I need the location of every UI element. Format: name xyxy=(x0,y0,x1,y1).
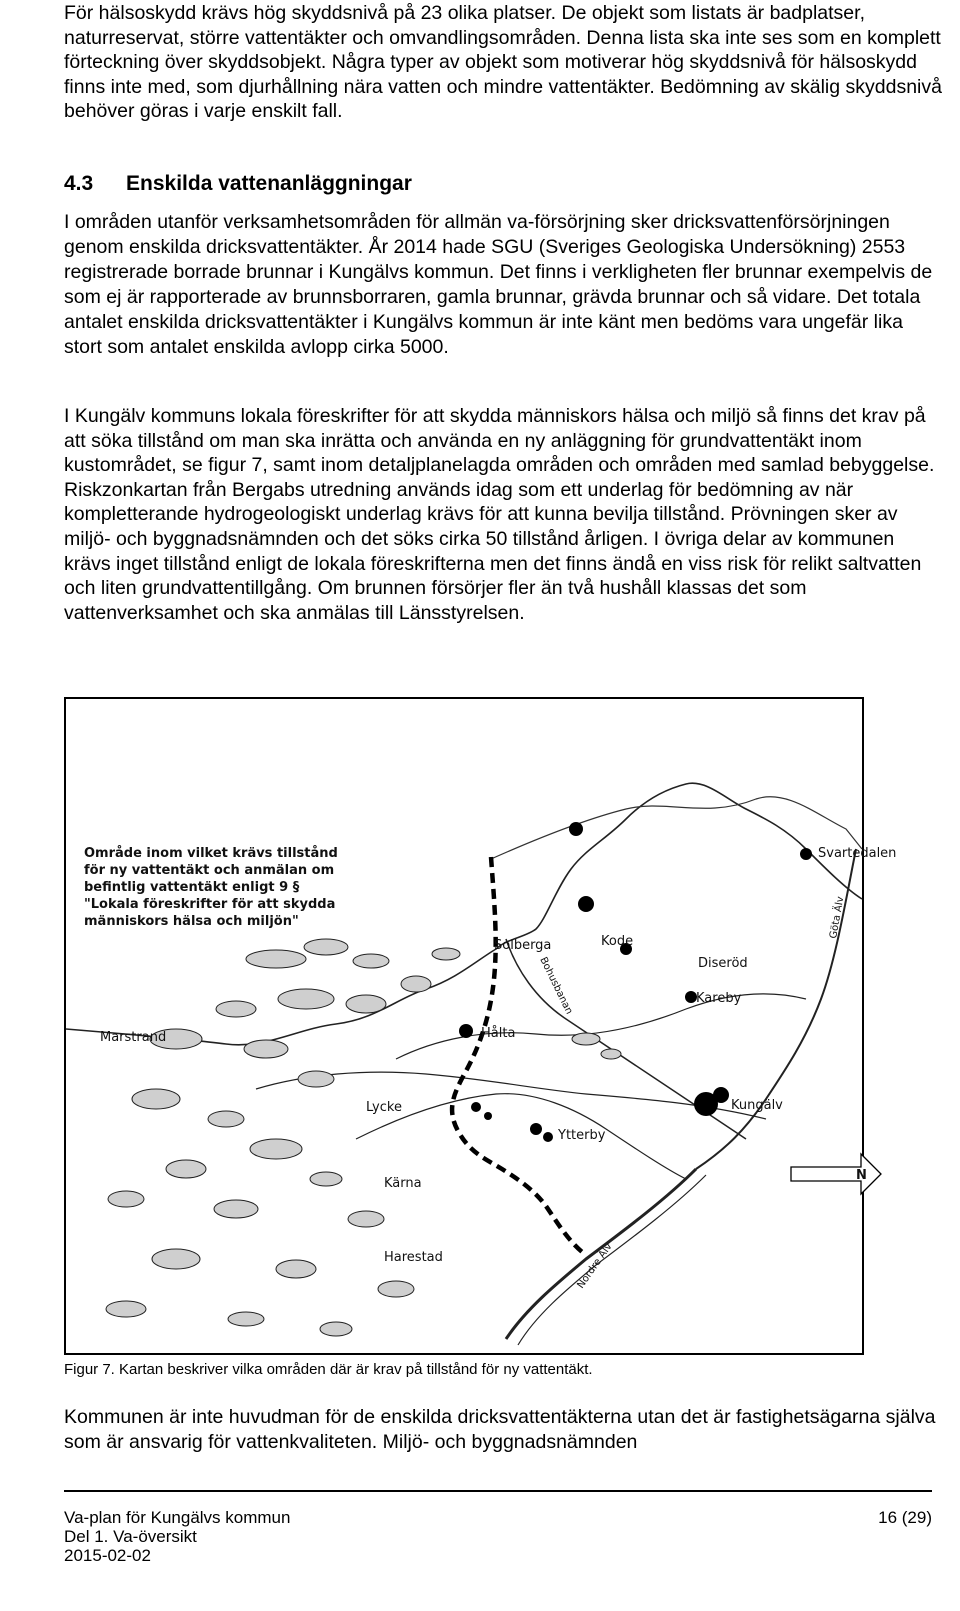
section-heading xyxy=(64,172,412,196)
figure-caption: Figur 7. Kartan beskriver vilka områden där är krav på tillstånd för ny vattentäkt. xyxy=(64,1361,593,1378)
road-3 xyxy=(356,1094,686,1179)
place-solberga: Solberga xyxy=(494,938,552,953)
place-kärna: Kärna xyxy=(384,1176,422,1191)
label-nordre-alv: Nordre Älv xyxy=(575,1241,615,1291)
place-hålta: Hålta xyxy=(481,1026,516,1041)
section-number: 4.3 xyxy=(64,172,94,195)
place-kareby: Kareby xyxy=(696,991,742,1006)
legend-line-4: "Lokala föreskrifter för att skydda xyxy=(84,897,336,912)
figure-7-map xyxy=(64,697,897,1355)
intro-paragraph: För hälsoskydd krävs hög skyddsnivå på 23 olika platser. De objekt som listats är badplatser, naturreservat, större vattentäkter och omvandlingsområden. Denna lista ska inte ses som en komplett förteckning över skyddsobjekt. Några typer av objekt som motiverar hög skyddsnivå för hälsoskydd finns inte med, som djurhållning nära vatten och mindre vattentäkter. Bedömning av skälig skyddsnivå behöver göras i varje enskilt fall. xyxy=(64,2,942,122)
place-diseröd: Diseröd xyxy=(698,956,748,971)
body-paragraph-3: Kommunen är inte huvudman för de enskilda dricksvattentäkterna utan det är fastighetsägarna själva som är ansvarig för vattenkvaliteten. Miljö- och byggnadsnämnden xyxy=(64,1406,936,1453)
page-number: 16 (29) xyxy=(878,1508,932,1527)
footer-title: Va-plan för Kungälvs kommun xyxy=(64,1508,291,1527)
map-drawing xyxy=(66,699,897,1353)
label-bohusbanan: Bohusbanan xyxy=(537,955,575,1017)
legend-line-3: befintlig vattentäkt enligt 9 § xyxy=(84,880,300,895)
legend-line-5: människors hälsa och miljön" xyxy=(84,914,299,929)
footer-date: 2015-02-02 xyxy=(64,1546,151,1565)
label-gota-alv: Göta Älv xyxy=(828,895,847,940)
legend-line-2: för ny vattentäkt och anmälan om xyxy=(84,863,335,878)
body-paragraph-1: I områden utanför verksamhetsområden för allmän va-försörjning sker dricksvattenförsörjningen genom enskilda dricksvattentäkter. År 2014 hade SGU (Sveriges Geologiska Undersökning) 2553 registrerade borrade brunnar i Kungälvs kommun. Det finns i verkligheten fler brunnar exempelvis de som ej är rapporterade av brunnsborraren, gamla brunnar, grävda brunnar och så vidare. Det totala antalet enskilda dricksvattentäkter i Kungälvs kommun är inte känt men bedöms vara ungefär lika stort som antalet enskilda avlopp cirka 5000. xyxy=(64,211,933,358)
legend-line-1: Område inom vilket krävs tillstånd xyxy=(84,846,338,861)
place-lycke: Lycke xyxy=(366,1100,402,1115)
place-marstrand: Marstrand xyxy=(100,1030,167,1045)
place-harestad: Harestad xyxy=(384,1250,443,1265)
place-kungälv: Kungälv xyxy=(731,1098,783,1113)
page-footer xyxy=(64,1508,932,1565)
map-legend xyxy=(84,846,338,929)
footer-part: Del 1. Va-översikt xyxy=(64,1527,197,1546)
section-title: Enskilda vattenanläggningar xyxy=(126,172,412,195)
north-label: N xyxy=(856,1168,867,1183)
body-paragraph-2: I Kungälv kommuns lokala föreskrifter för att skydda människors hälsa och miljö så finns det krav på att söka tillstånd om man ska inrätta och använda en ny anläggning för grundvattentäkt inom kustområdet, se figur 7, samt inom detaljplanelagda områden och områden med samlad bebyggelse. Riskzonkartan från Bergabs utredning används idag som ett underlag för bedömning av när kompletterande hydrogeologiskt underlag krävs för att kunna bevilja tillstånd. Prövningen sker av miljö- och byggnadsnämnden och det söks cirka 50 tillstånd årligen. I övriga delar av kommunen krävs inget tillstånd enligt de lokala föreskrifterna men det finns ändå en viss risk för relikt saltvatten och liten grundvattentillgång. Om brunnen försörjer fler än två hushåll klassas det som vattenverksamhet och ska anmälas till Länsstyrelsen. xyxy=(64,405,935,624)
nordre-alv-bank xyxy=(518,1175,706,1345)
place-kode: Kode xyxy=(601,934,634,949)
place-svartedalen: Svartedalen xyxy=(818,846,897,861)
footer-divider xyxy=(64,1490,932,1492)
north-arrow-icon xyxy=(791,1154,881,1194)
permit-area-boundary xyxy=(452,857,586,1255)
road-2 xyxy=(396,994,806,1059)
place-ytterby: Ytterby xyxy=(558,1128,606,1143)
